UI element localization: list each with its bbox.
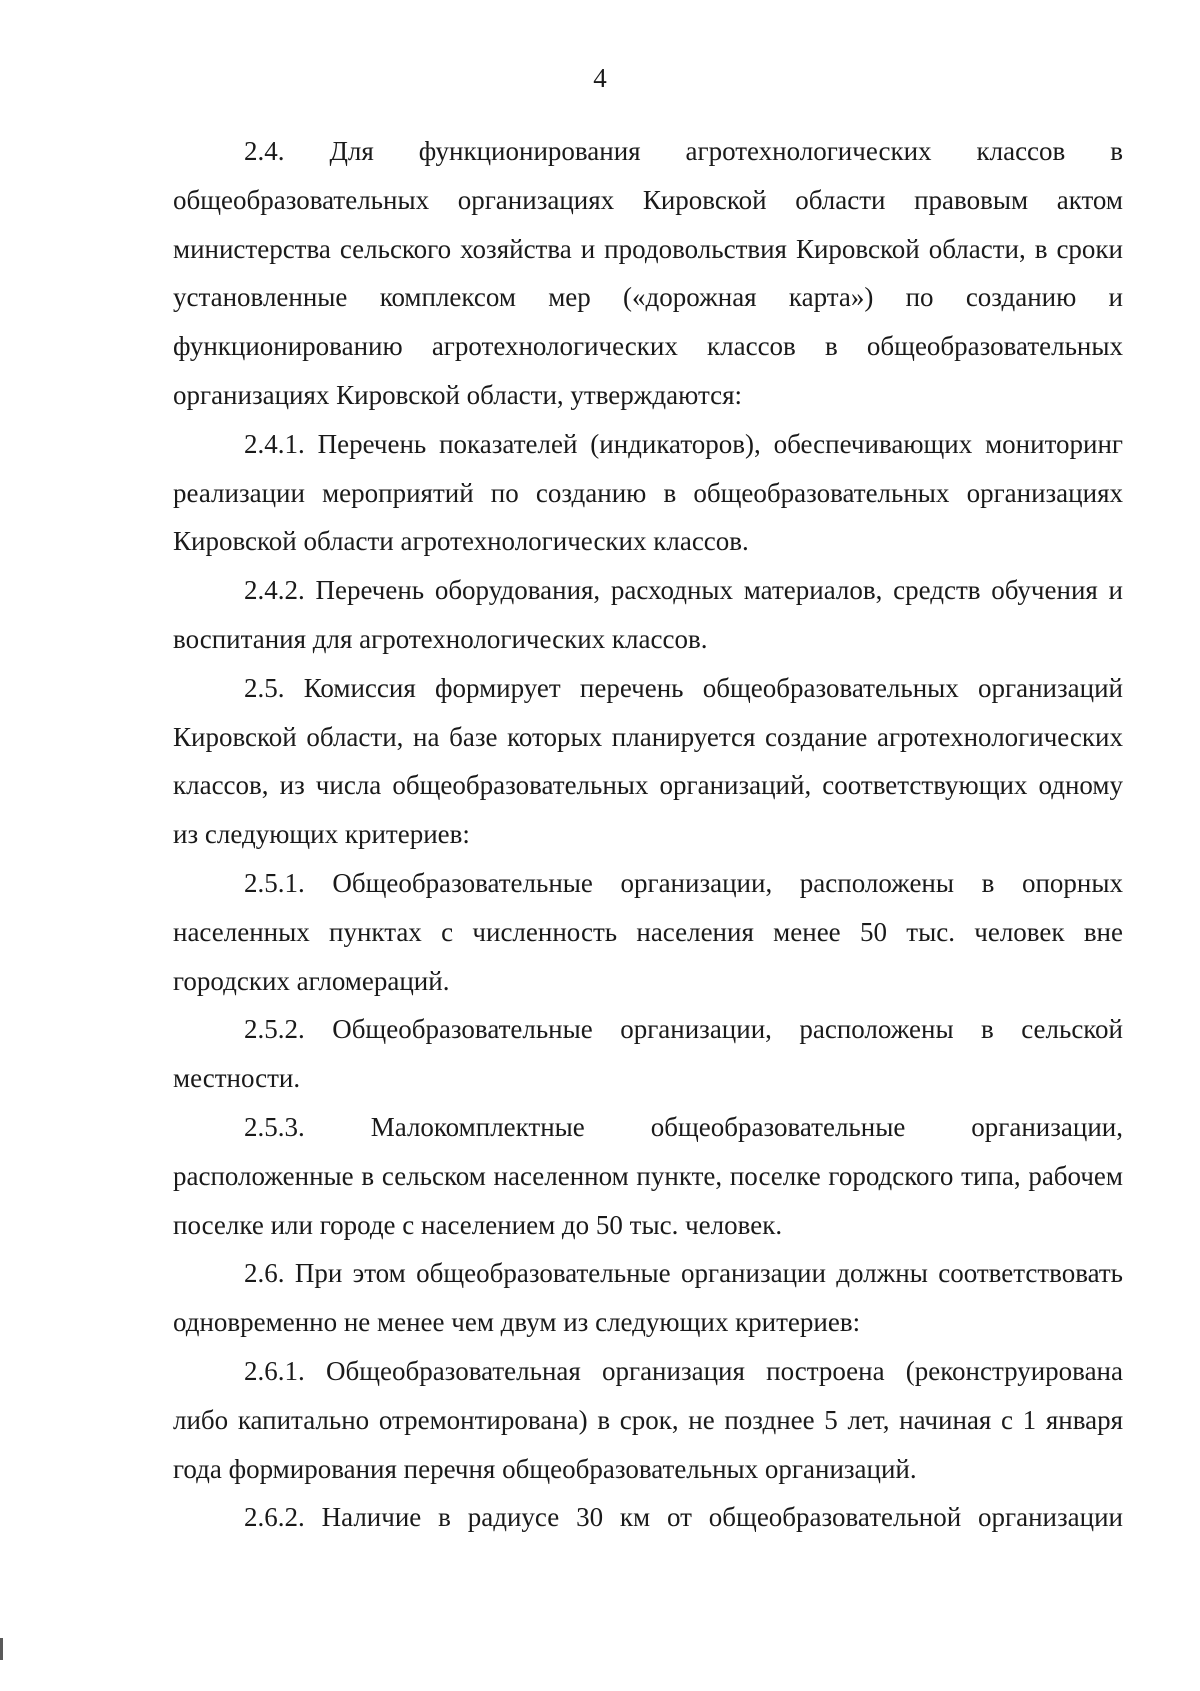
paragraph-2-6-1: 2.6.1. Общеобразовательная организация построена (реконструирована либо капитально отремонтирована) в срок, не позднее 5 лет, начиная с 1 января года формирования перечня общеобразовательных организаций. <box>173 1355 1123 1484</box>
document-body <box>173 127 1123 1542</box>
paragraph-2-5: 2.5. Комиссия формирует перечень общеобразовательных организаций Кировской области, на базе которых планируется создание агротехнологических классов, из числа общеобразовательных организаций, соответствующих одному из следующих критериев: <box>173 672 1123 850</box>
paragraph-2-6-2: 2.6.2. Наличие в радиусе 30 км от общеобразовательной организации <box>244 1502 1123 1533</box>
paragraph-2-5-2: 2.5.2. Общеобразовательные организации, расположены в сельской местности. <box>173 1014 1123 1094</box>
page-number: 4 <box>593 63 607 93</box>
paragraph-2-6: 2.6. При этом общеобразовательные организации должны соответствовать одновременно не менее чем двум из следующих критериев: <box>173 1258 1123 1338</box>
paragraph-2-4: 2.4. Для функционирования агротехнологических классов в общеобразовательных организациях Кировской области правовым актом министерства сельского хозяйства и продовольствия Кировской области, в сроки установленные комплексом мер («дорожная карта») по созданию и функционированию агротехнологических классов в общеобразовательных организациях Кировской области, утверждаются: <box>173 136 1123 410</box>
paragraph-2-4-2: 2.4.2. Перечень оборудования, расходных материалов, средств обучения и воспитания для агротехнологических классов. <box>173 575 1123 654</box>
paragraph-2-5-1: 2.5.1. Общеобразовательные организации, расположены в опорных населенных пунктах с численность населения менее 50 тыс. человек вне городских агломераций. <box>173 867 1123 996</box>
paragraph-2-4-1: 2.4.1. Перечень показателей (индикаторов), обеспечивающих мониторинг реализации мероприятий по созданию в общеобразовательных организациях Кировской области агротехнологических классов. <box>173 428 1123 557</box>
scan-edge-mark <box>0 1638 3 1660</box>
paragraph-2-5-3: 2.5.3. Малокомплектные общеобразовательные организации, расположенные в сельском населенном пункте, поселке городского типа, рабочем поселке или городе с населением до 50 тыс. человек. <box>173 1111 1123 1240</box>
